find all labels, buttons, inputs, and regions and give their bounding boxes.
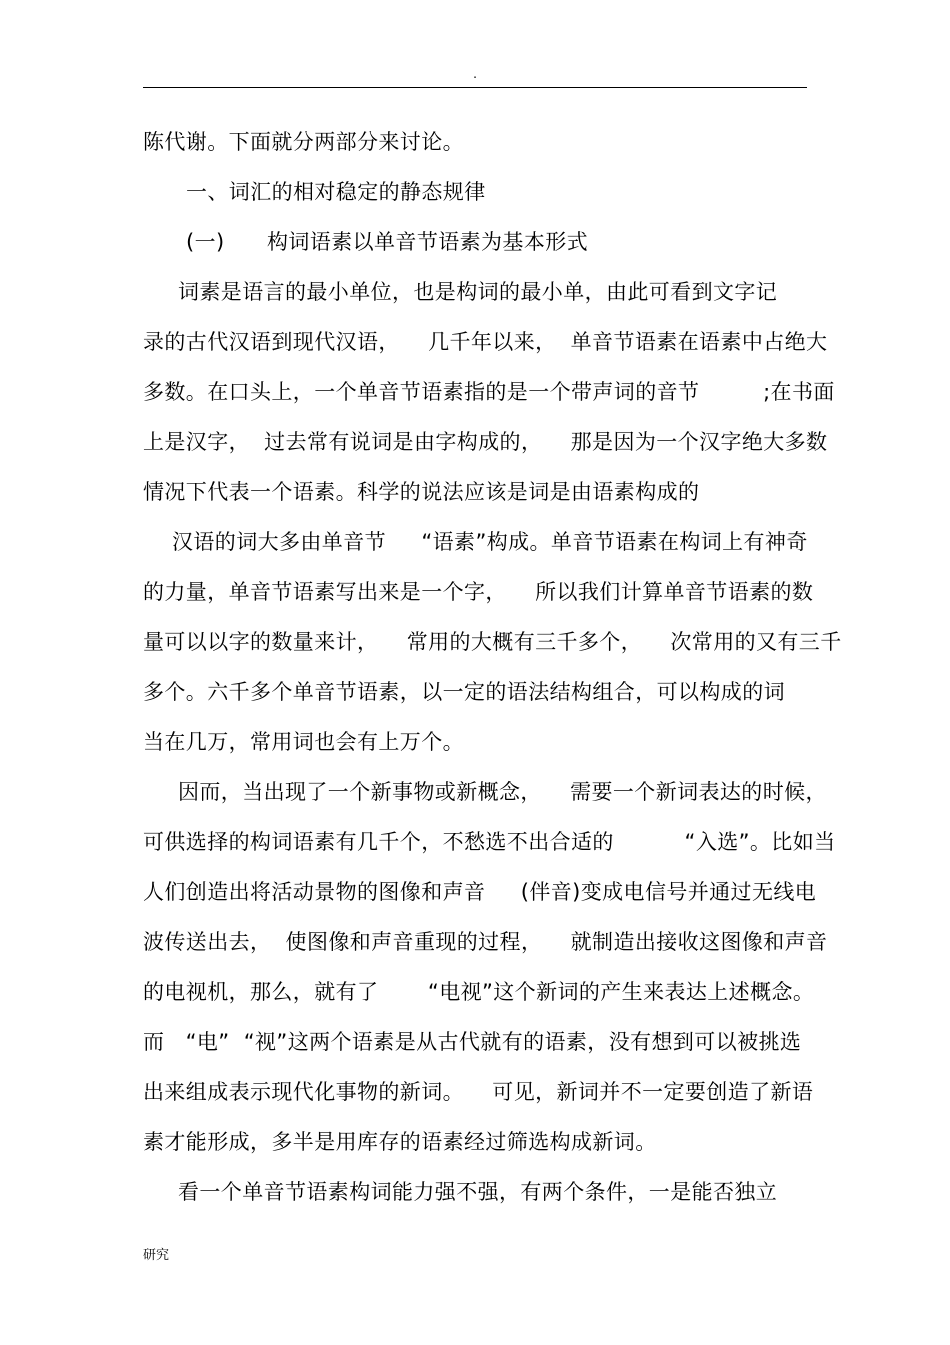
body-line: 因而，当出现了一个新事物或新概念， 需要一个新词表达的时候， xyxy=(178,780,827,804)
body-line: 当在几万，常用词也会有上万个。 xyxy=(143,730,464,754)
body-line: 人们创造出将活动景物的图像和声音 (伴音)变成电信号并通过无线电 xyxy=(143,880,817,904)
footer-label: 研究 xyxy=(143,1248,170,1263)
subsection-heading: (一) 构词语素以单音节语素为基本形式 xyxy=(186,230,589,254)
body-line: 的力量，单音节语素写出来是一个字， 所以我们计算单音节语素的数 xyxy=(143,580,814,604)
body-line: 出来组成表示现代化事物的新词。 可见，新词并不一定要创造了新语 xyxy=(143,1080,814,1104)
body-line: 情况下代表一个语素。科学的说法应该是词是由语素构成的 xyxy=(143,480,700,504)
section-heading: 一、词汇的相对稳定的静态规律 xyxy=(186,180,486,204)
body-line: 看一个单音节语素构词能力强不强，有两个条件，一是能否独立 xyxy=(178,1180,778,1204)
body-line: 陈代谢。下面就分两部分来讨论。 xyxy=(143,130,464,154)
body-line: 多个。六千多个单音节语素，以一定的语法结构组合，可以构成的词 xyxy=(143,680,785,704)
header-mark: . xyxy=(473,67,477,81)
body-line: 波传送出去， 使图像和声音重现的过程， 就制造出接收这图像和声音 xyxy=(143,930,828,954)
body-line: 可供选择的构词语素有几千个，不愁选不出合适的 “入选”。比如当 xyxy=(143,830,836,854)
body-line: 量可以以字的数量来计， 常用的大概有三千多个， 次常用的又有三千 xyxy=(143,630,842,654)
header-rule xyxy=(143,87,807,88)
body-line: 汉语的词大多由单音节 “语素”构成。单音节语素在构词上有神奇 xyxy=(172,530,808,554)
body-line: 词素是语言的最小单位，也是构词的最小单，由此可看到文字记 xyxy=(178,280,778,304)
body-line: 的电视机，那么，就有了 “电视”这个新词的产生来表达上述概念。 xyxy=(143,980,815,1004)
body-line: 而 “电” “视”这两个语素是从古代就有的语素，没有想到可以被挑选 xyxy=(143,1030,802,1054)
body-line: 上是汉字， 过去常有说词是由字构成的， 那是因为一个汉字绝大多数 xyxy=(143,430,828,454)
body-line: 录的古代汉语到现代汉语， 几千年以来， 单音节语素在语素中占绝大 xyxy=(143,330,828,354)
body-line: 素才能形成，多半是用库存的语素经过筛选构成新词。 xyxy=(143,1130,657,1154)
body-line: 多数。在口头上，一个单音节语素指的是一个带声词的音节 ;在书面 xyxy=(143,380,835,404)
